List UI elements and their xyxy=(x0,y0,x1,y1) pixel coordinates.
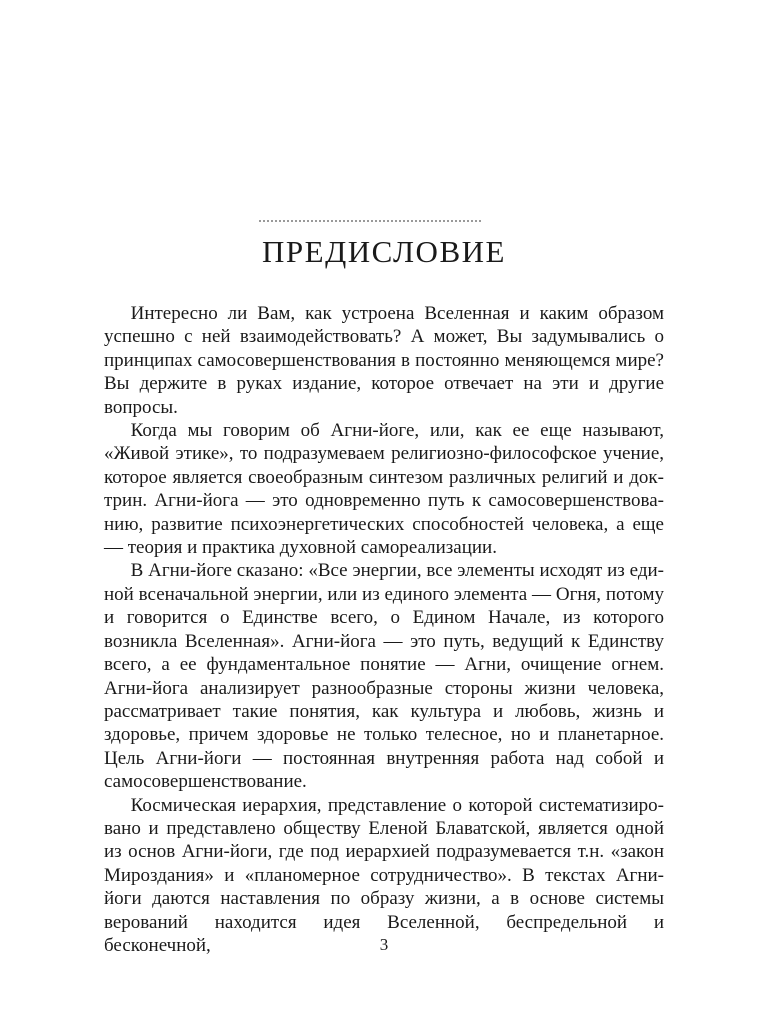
page-title: ПРЕДИСЛОВИЕ xyxy=(262,234,506,269)
page-number: 3 xyxy=(379,935,389,954)
paragraph-2: Когда мы говорим об Агни-йоге, или, как ее еще называют, «Живой этике», то подразумеваем религиозно-философское учение, которое является своеобразным синтезом различных религий и доктрин. Агни-йога — это одновременно путь к самосовершенствованию, развитие психоэнергетических способностей человека, а еще — теория и практика духовной самореализации. xyxy=(104,420,664,559)
paragraph-3: В Агни-йоге сказано: «Все энергии, все элементы исходят из единой всеначальной энергии, или из единого элемента — Огня, потому и говорится о Единстве всего, о Едином Начале, из которого возникла Вселенная». Агни-йога — это путь, ведущий к Единству всего, а ее фундаментальное понятие — Агни, очищение огнем. Агни-йога анализирует разнообразные стороны жизни человека, рассматривает такие понятия, как культура и любовь, жизнь и здоровье, причем здоровье не только телесное, но и планетарное. Цель Агни-йоги — постоянная внутренняя работа над собой и самосовершенствование. xyxy=(104,560,664,793)
body-text xyxy=(104,302,664,957)
title-ornament-divider xyxy=(259,220,481,222)
paragraph-1: Интересно ли Вам, как устроена Вселенная и каким образом успешно с ней взаимодействовать? А может, Вы задумывались о принципах самосовершенствования в постоянно меняющемся мире? Вы держите в руках издание, которое отвечает на эти и другие вопросы. xyxy=(104,303,664,418)
paragraph-4: Космическая иерархия, представление о которой систематизировано и представлено обществу Еленой Блаватской, является одной из основ Агни-йоги, где под иерархией подразумевается т.н. «закон Мироздания» и «планомерное сотрудничество». В текстах Агни-йоги даются наставления по образу жизни, а в основе системы верований находится идея Вселенной, беспредельной и бесконечной, xyxy=(104,794,664,956)
